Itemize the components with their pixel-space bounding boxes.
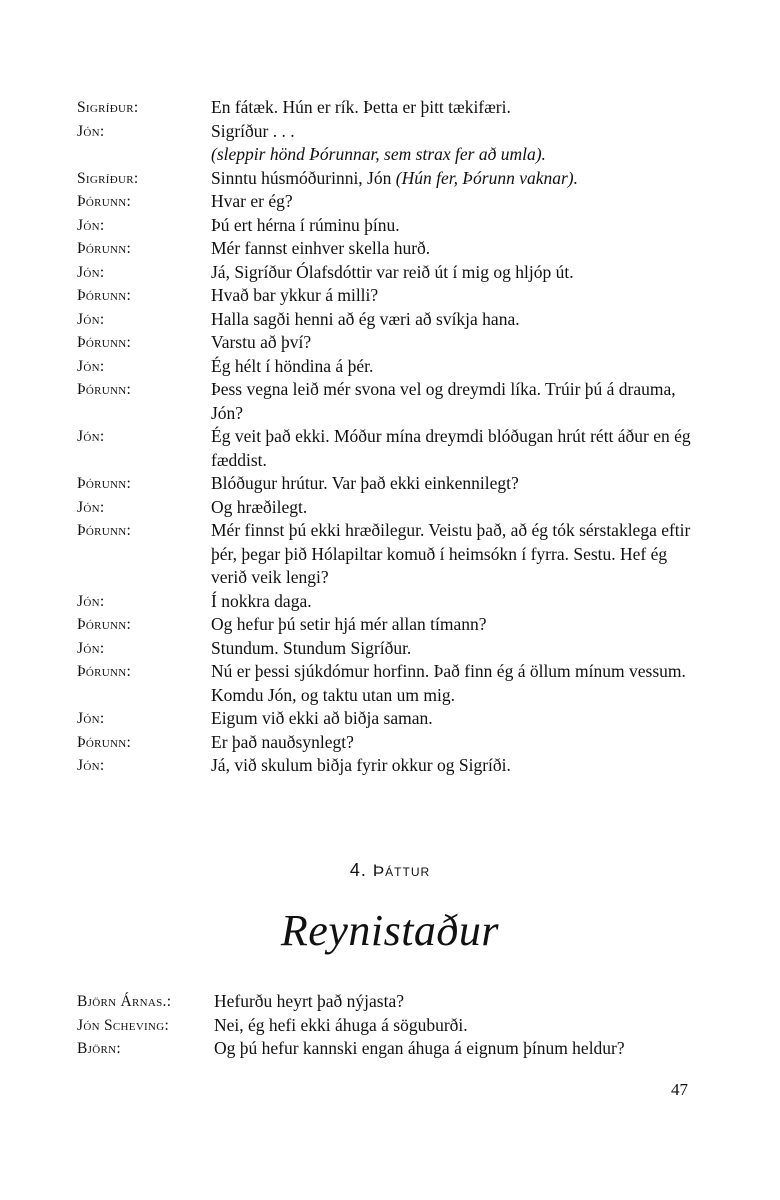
dialogue-line [77, 378, 707, 425]
scene-title: Reynistaður [280, 906, 500, 955]
dialogue-line [77, 754, 707, 778]
line-content [214, 1037, 707, 1061]
line-text: Sinntu húsmóðurinni, Jón [211, 167, 396, 188]
dialogue-line [77, 425, 707, 472]
line-text: Og hefur þú setir hjá mér allan tímann? [211, 614, 487, 634]
dialogue-line [77, 96, 707, 120]
line-content [211, 96, 707, 120]
speaker-name: Jón Scheving: [77, 1016, 170, 1034]
dialogue-line [77, 990, 707, 1014]
line-text: Stundum. Stundum Sigríður. [211, 637, 412, 658]
act-heading [0, 860, 780, 881]
dialogue-line [77, 167, 707, 191]
dialogue-line [77, 1037, 707, 1061]
line-text: Mér finnst þú ekki hræðilegur. Veistu það, að ég tók sérstaklega eftir þér, þegar þið Hólapiltar komuð í heimsókn í fyrra. Sestu. Hef ég verið veik lengi? [211, 520, 691, 587]
dialogue-line [77, 190, 707, 214]
dialogue-line [77, 707, 707, 731]
line-content [211, 331, 707, 355]
line-text: Halla sagði henni að ég væri að svíkja hana. [211, 308, 520, 329]
line-text: Hvar er ég? [211, 191, 293, 211]
line-content [211, 613, 707, 637]
speaker-name: Þórunn: [77, 240, 132, 257]
line-text: Já, við skulum biðja fyrir okkur og Sigríði. [211, 755, 511, 775]
line-text: Og þú hefur kannski engan áhuga á eignum þínum heldur? [214, 1038, 625, 1058]
line-content [211, 425, 707, 472]
dialogue-line [77, 308, 707, 332]
line-content [211, 355, 707, 379]
speaker-name: Sigríður: [77, 169, 139, 187]
act-number: 4. [349, 860, 367, 880]
stage-direction: (sleppir hönd Þórunnar, sem strax fer að umla). [211, 144, 546, 164]
speaker-name: Þórunn: [77, 475, 132, 492]
line-content [211, 519, 707, 590]
line-text: Já, Sigríður Ólafsdóttir var reið út í mig og hljóp út. [211, 261, 574, 282]
speaker-name: Jón: [77, 710, 105, 727]
line-content [211, 707, 707, 731]
line-text: Þess vegna leið mér svona vel og dreymdi líka. Trúir þú á drauma, Jón? [211, 379, 676, 423]
speaker-name: Jón: [77, 639, 105, 657]
line-content [211, 167, 707, 191]
page-number: 47 [671, 1080, 688, 1099]
line-content [211, 120, 707, 144]
act-label: Þáttur [372, 861, 431, 880]
speaker-name: Jón: [77, 216, 105, 234]
dialogue-line [77, 590, 707, 614]
dialogue-line [77, 637, 707, 661]
stage-direction: (Hún fer, Þórunn vaknar). [395, 167, 579, 188]
speaker-name: Jón: [77, 122, 105, 140]
dialogue-line [77, 472, 707, 496]
speaker-name: Þórunn: [77, 616, 132, 633]
dialogue-line [77, 613, 707, 637]
speaker-name: Þórunn: [77, 733, 132, 751]
dialogue-line [77, 143, 707, 167]
speaker-name: Jón: [77, 310, 105, 328]
line-text: Mér fannst einhver skella hurð. [211, 238, 431, 258]
line-content [211, 472, 707, 496]
line-content [211, 308, 707, 332]
dialogue-line [77, 731, 707, 755]
speaker-name: Sigríður: [77, 99, 139, 116]
speaker-name: Jón: [77, 263, 105, 281]
line-content [211, 237, 707, 261]
speaker-name: Björn Árnas.: [77, 993, 172, 1010]
dialogue-line [77, 355, 707, 379]
line-content [211, 261, 707, 285]
line-text: Ég hélt í höndina á þér. [211, 355, 374, 376]
line-text: Í nokkra daga. [211, 590, 312, 611]
line-text: Sigríður . . . [211, 120, 295, 141]
speaker-name: Þórunn: [77, 334, 132, 351]
dialogue-line [77, 331, 707, 355]
speaker-name: Jón: [77, 357, 105, 375]
line-content [211, 637, 707, 661]
speaker-name: Jón: [77, 757, 105, 774]
dialogue-line [77, 660, 707, 707]
dialogue-scene-2 [77, 990, 707, 1061]
line-content [211, 754, 707, 778]
speaker-name: Þórunn: [77, 287, 132, 304]
line-content [211, 143, 707, 167]
speaker-name: Jón: [77, 498, 105, 516]
dialogue-line [77, 261, 707, 285]
line-content [211, 660, 707, 707]
line-text: Nei, ég hefi ekki áhuga á söguburði. [214, 1014, 468, 1035]
line-content [214, 1014, 707, 1038]
dialogue-line [77, 519, 707, 590]
line-text: Blóðugur hrútur. Var það ekki einkennilegt? [211, 473, 519, 493]
line-content [211, 284, 707, 308]
dialogue-line [77, 496, 707, 520]
line-text: Eigum við ekki að biðja saman. [211, 708, 433, 728]
line-content [214, 990, 707, 1014]
speaker-name: Þórunn: [77, 522, 132, 539]
line-text: Og hræðilegt. [211, 496, 308, 517]
dialogue-line [77, 284, 707, 308]
line-text: En fátæk. Hún er rík. Þetta er þitt tækifæri. [211, 97, 511, 117]
line-text: Nú er þessi sjúkdómur horfinn. Það finn ég á öllum mínum vessum. Komdu Jón, og taktu utan um mig. [211, 661, 686, 705]
line-content [211, 378, 707, 425]
dialogue-line [77, 237, 707, 261]
dialogue-scene-1 [77, 96, 707, 778]
speaker-name [77, 143, 211, 167]
dialogue-line [77, 120, 707, 144]
speaker-name: Þórunn: [77, 663, 132, 680]
line-text: Þú ert hérna í rúminu þínu. [211, 214, 400, 235]
line-text: Ég veit það ekki. Móður mína dreymdi blóðugan hrút rétt áður en ég fæddist. [211, 426, 691, 470]
line-text: Hefurðu heyrt það nýjasta? [214, 991, 404, 1011]
speaker-name: Björn: [77, 1040, 121, 1057]
speaker-name: Jón: [77, 592, 105, 610]
line-content [211, 214, 707, 238]
speaker-name: Þórunn: [77, 193, 132, 210]
line-content [211, 190, 707, 214]
line-content [211, 496, 707, 520]
line-text: Hvað bar ykkur á milli? [211, 285, 379, 305]
speaker-name: Jón: [77, 428, 105, 445]
dialogue-line [77, 214, 707, 238]
dialogue-line [77, 1014, 707, 1038]
speaker-name: Þórunn: [77, 381, 132, 398]
line-content [211, 590, 707, 614]
line-content [211, 731, 707, 755]
line-text: Varstu að því? [211, 332, 312, 352]
line-text: Er það nauðsynlegt? [211, 731, 354, 752]
